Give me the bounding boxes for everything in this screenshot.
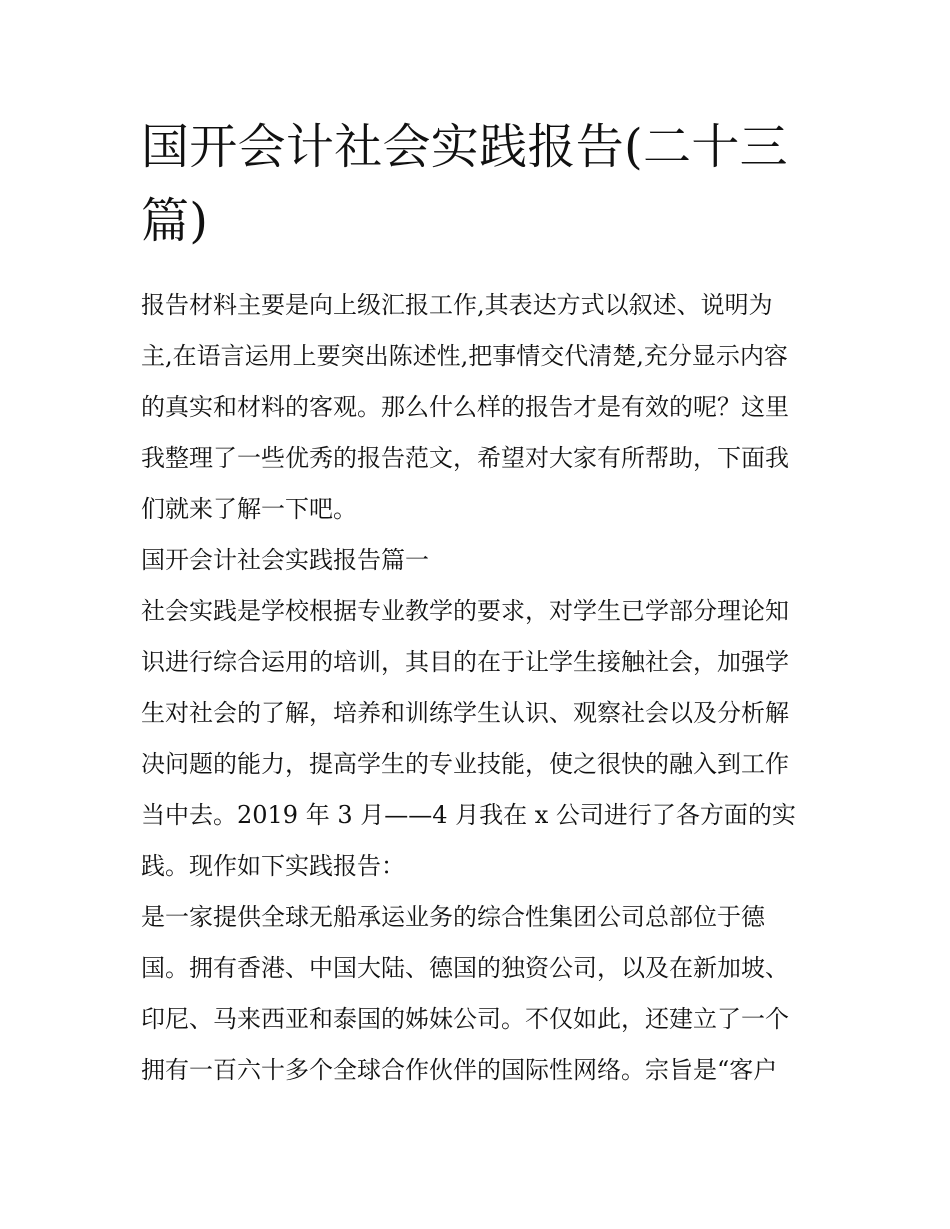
section-heading <box>141 535 813 586</box>
body-paragraph-2 <box>141 892 813 1096</box>
title-line: 篇) <box>141 193 209 249</box>
text-line: 拥有一百六十多个全球合作伙伴的国际性网络。宗旨是“客户 <box>141 1056 778 1084</box>
document-body <box>141 110 813 1096</box>
text-line: 的真实和材料的客观。那么什么样的报告才是有效的呢？这里 <box>141 393 789 421</box>
text-line: 社会实践是学校根据专业教学的要求，对学生已学部分理论知 <box>141 597 789 625</box>
text-line: 是一家提供全球无船承运业务的综合性集团公司总部位于德 <box>141 903 765 931</box>
body-paragraph-1 <box>141 586 813 892</box>
text-line: 印尼、马来西亚和泰国的姊妹公司。不仅如此，还建立了一个 <box>141 1005 789 1033</box>
text-line: 决问题的能力，提高学生的专业技能，使之很快的融入到工作 <box>141 750 789 778</box>
text-line: 生对社会的了解，培养和训练学生认识、观察社会以及分析解 <box>141 699 789 727</box>
text-line: 践。现作如下实践报告： <box>141 852 405 880</box>
text-line: 国。拥有香港、中国大陆、德国的独资公司，以及在新加坡、 <box>141 954 789 982</box>
text-line: 当中去。2019 年 3 月——4 月我在 x 公司进行了各方面的实 <box>141 801 796 829</box>
text-line: 报告材料主要是向上级汇报工作,其表达方式以叙述、说明为 <box>141 291 773 319</box>
text-line: 主,在语言运用上要突出陈述性,把事情交代清楚,充分显示内容 <box>141 342 788 370</box>
text-line: 我整理了一些优秀的报告范文，希望对大家有所帮助，下面我 <box>141 444 789 472</box>
document-title <box>141 110 813 258</box>
text-line: 识进行综合运用的培训，其目的在于让学生接触社会，加强学 <box>141 648 789 676</box>
section-heading-text: 国开会计社会实践报告篇一 <box>141 546 429 574</box>
title-line: 国开会计社会实践报告(二十三 <box>141 119 788 175</box>
intro-paragraph <box>141 280 813 535</box>
text-line: 们就来了解一下吧。 <box>141 495 357 523</box>
